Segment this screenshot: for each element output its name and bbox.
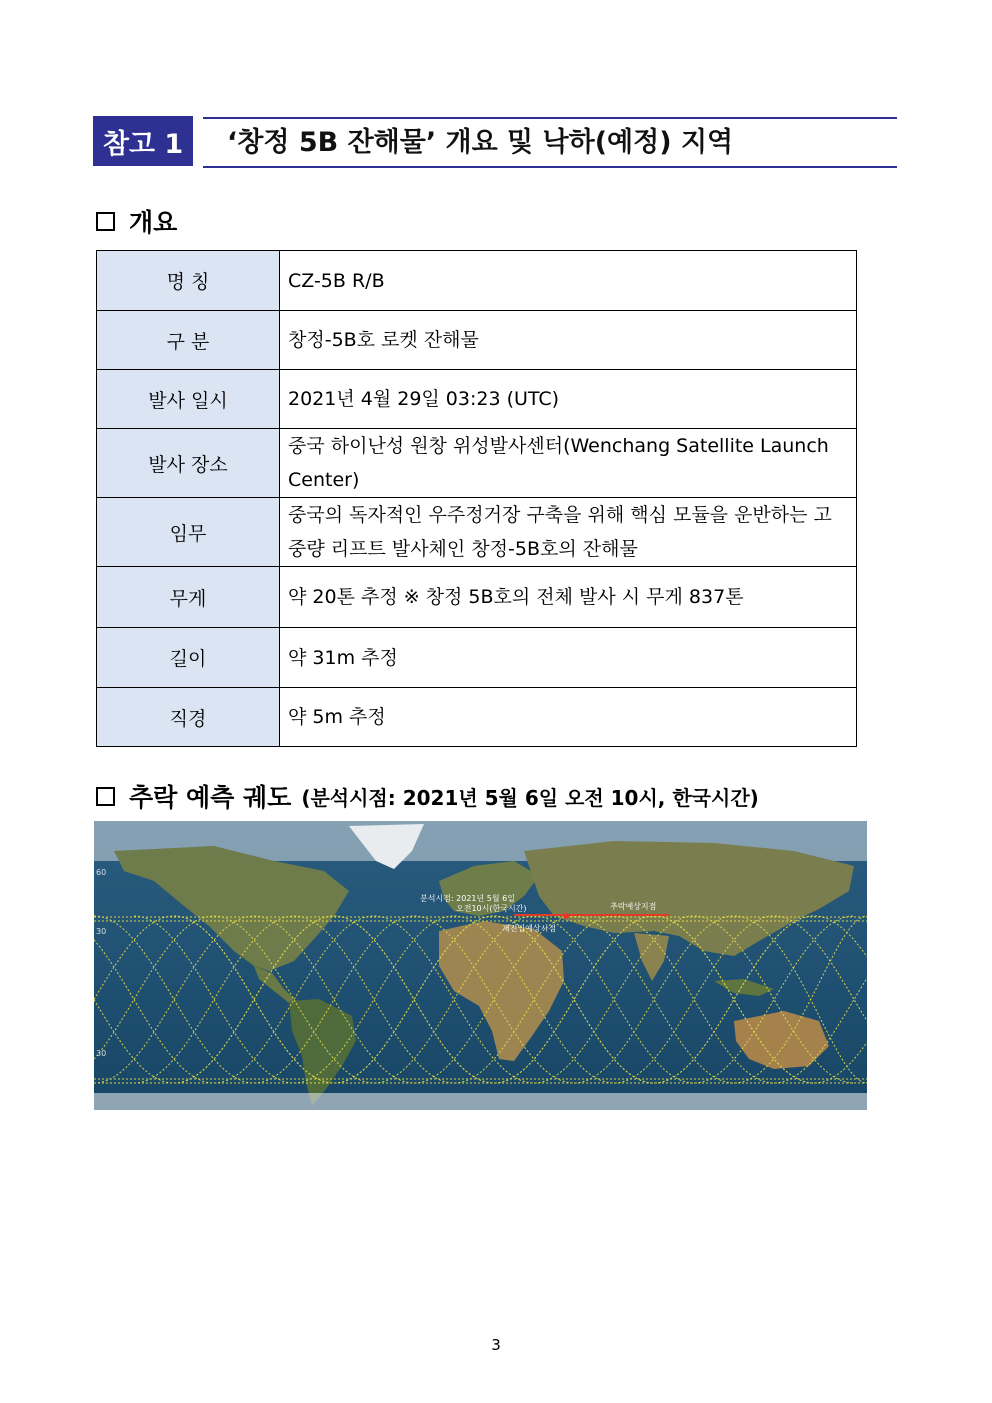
row-label: 임무 xyxy=(97,498,280,567)
table-row xyxy=(97,311,857,370)
row-value: 창정-5B호 로켓 잔해물 xyxy=(280,311,857,370)
row-label: 구 분 xyxy=(97,311,280,370)
row-value: 약 5m 추정 xyxy=(280,688,857,747)
overview-heading xyxy=(96,203,177,239)
overview-table xyxy=(96,250,857,747)
checkbox-square-icon xyxy=(96,212,115,231)
checkbox-square-icon xyxy=(96,787,115,806)
table-row xyxy=(97,370,857,429)
row-label: 무게 xyxy=(97,567,280,628)
row-value: 2021년 4월 29일 03:23 (UTC) xyxy=(280,370,857,429)
antarctica xyxy=(94,1093,867,1110)
lat-label: 30 xyxy=(96,927,107,936)
lat-label: 60 xyxy=(96,868,107,877)
analysis-time-label-2: 오전10시(한국시간) xyxy=(456,904,527,913)
row-label: 명 칭 xyxy=(97,251,280,311)
orbit-heading-text: 추락 예측 궤도 xyxy=(129,783,292,812)
table-row xyxy=(97,498,857,567)
table-row xyxy=(97,429,857,498)
analysis-time-label: 분석시점: 2021년 5월 6일 xyxy=(420,894,515,903)
impact-point-label: 추락예상지점 xyxy=(610,902,657,911)
row-value: 약 31m 추정 xyxy=(280,628,857,688)
orbit-heading xyxy=(96,778,759,814)
orbit-map xyxy=(94,821,867,1110)
title-bar xyxy=(203,117,897,168)
reference-badge: 참고 1 xyxy=(93,116,193,166)
page-title: ‘창정 5B 잔해물’ 개요 및 낙하(예정) 지역 xyxy=(227,127,734,158)
row-label: 직경 xyxy=(97,688,280,747)
row-label: 발사 장소 xyxy=(97,429,280,498)
row-value: 약 20톤 추정 ※ 창정 5B호의 전체 발사 시 무게 837톤 xyxy=(280,567,857,628)
row-label: 발사 일시 xyxy=(97,370,280,429)
row-value: 중국의 독자적인 우주정거장 구축을 위해 핵심 모듈을 운반하는 고중량 리프트 발사체인 창정-5B호의 잔해물 xyxy=(280,498,857,567)
reentry-label: 재진입예상시점 xyxy=(502,924,557,933)
world-map-svg xyxy=(94,821,867,1110)
row-value: 중국 하이난성 원창 위성발사센터(Wenchang Satellite Launch Center) xyxy=(280,429,857,498)
lat-label: 30 xyxy=(96,1049,107,1058)
row-label: 길이 xyxy=(97,628,280,688)
orbit-subheading: (분석시점: 2021년 5월 6일 오전 10시, 한국시간) xyxy=(301,785,759,810)
overview-heading-text: 개요 xyxy=(129,208,178,237)
table-row xyxy=(97,567,857,628)
row-value: CZ-5B R/B xyxy=(280,251,857,311)
reentry-marker xyxy=(563,913,569,919)
table-row xyxy=(97,628,857,688)
page-number: 3 xyxy=(491,1336,501,1354)
table-row xyxy=(97,251,857,311)
table-row xyxy=(97,688,857,747)
